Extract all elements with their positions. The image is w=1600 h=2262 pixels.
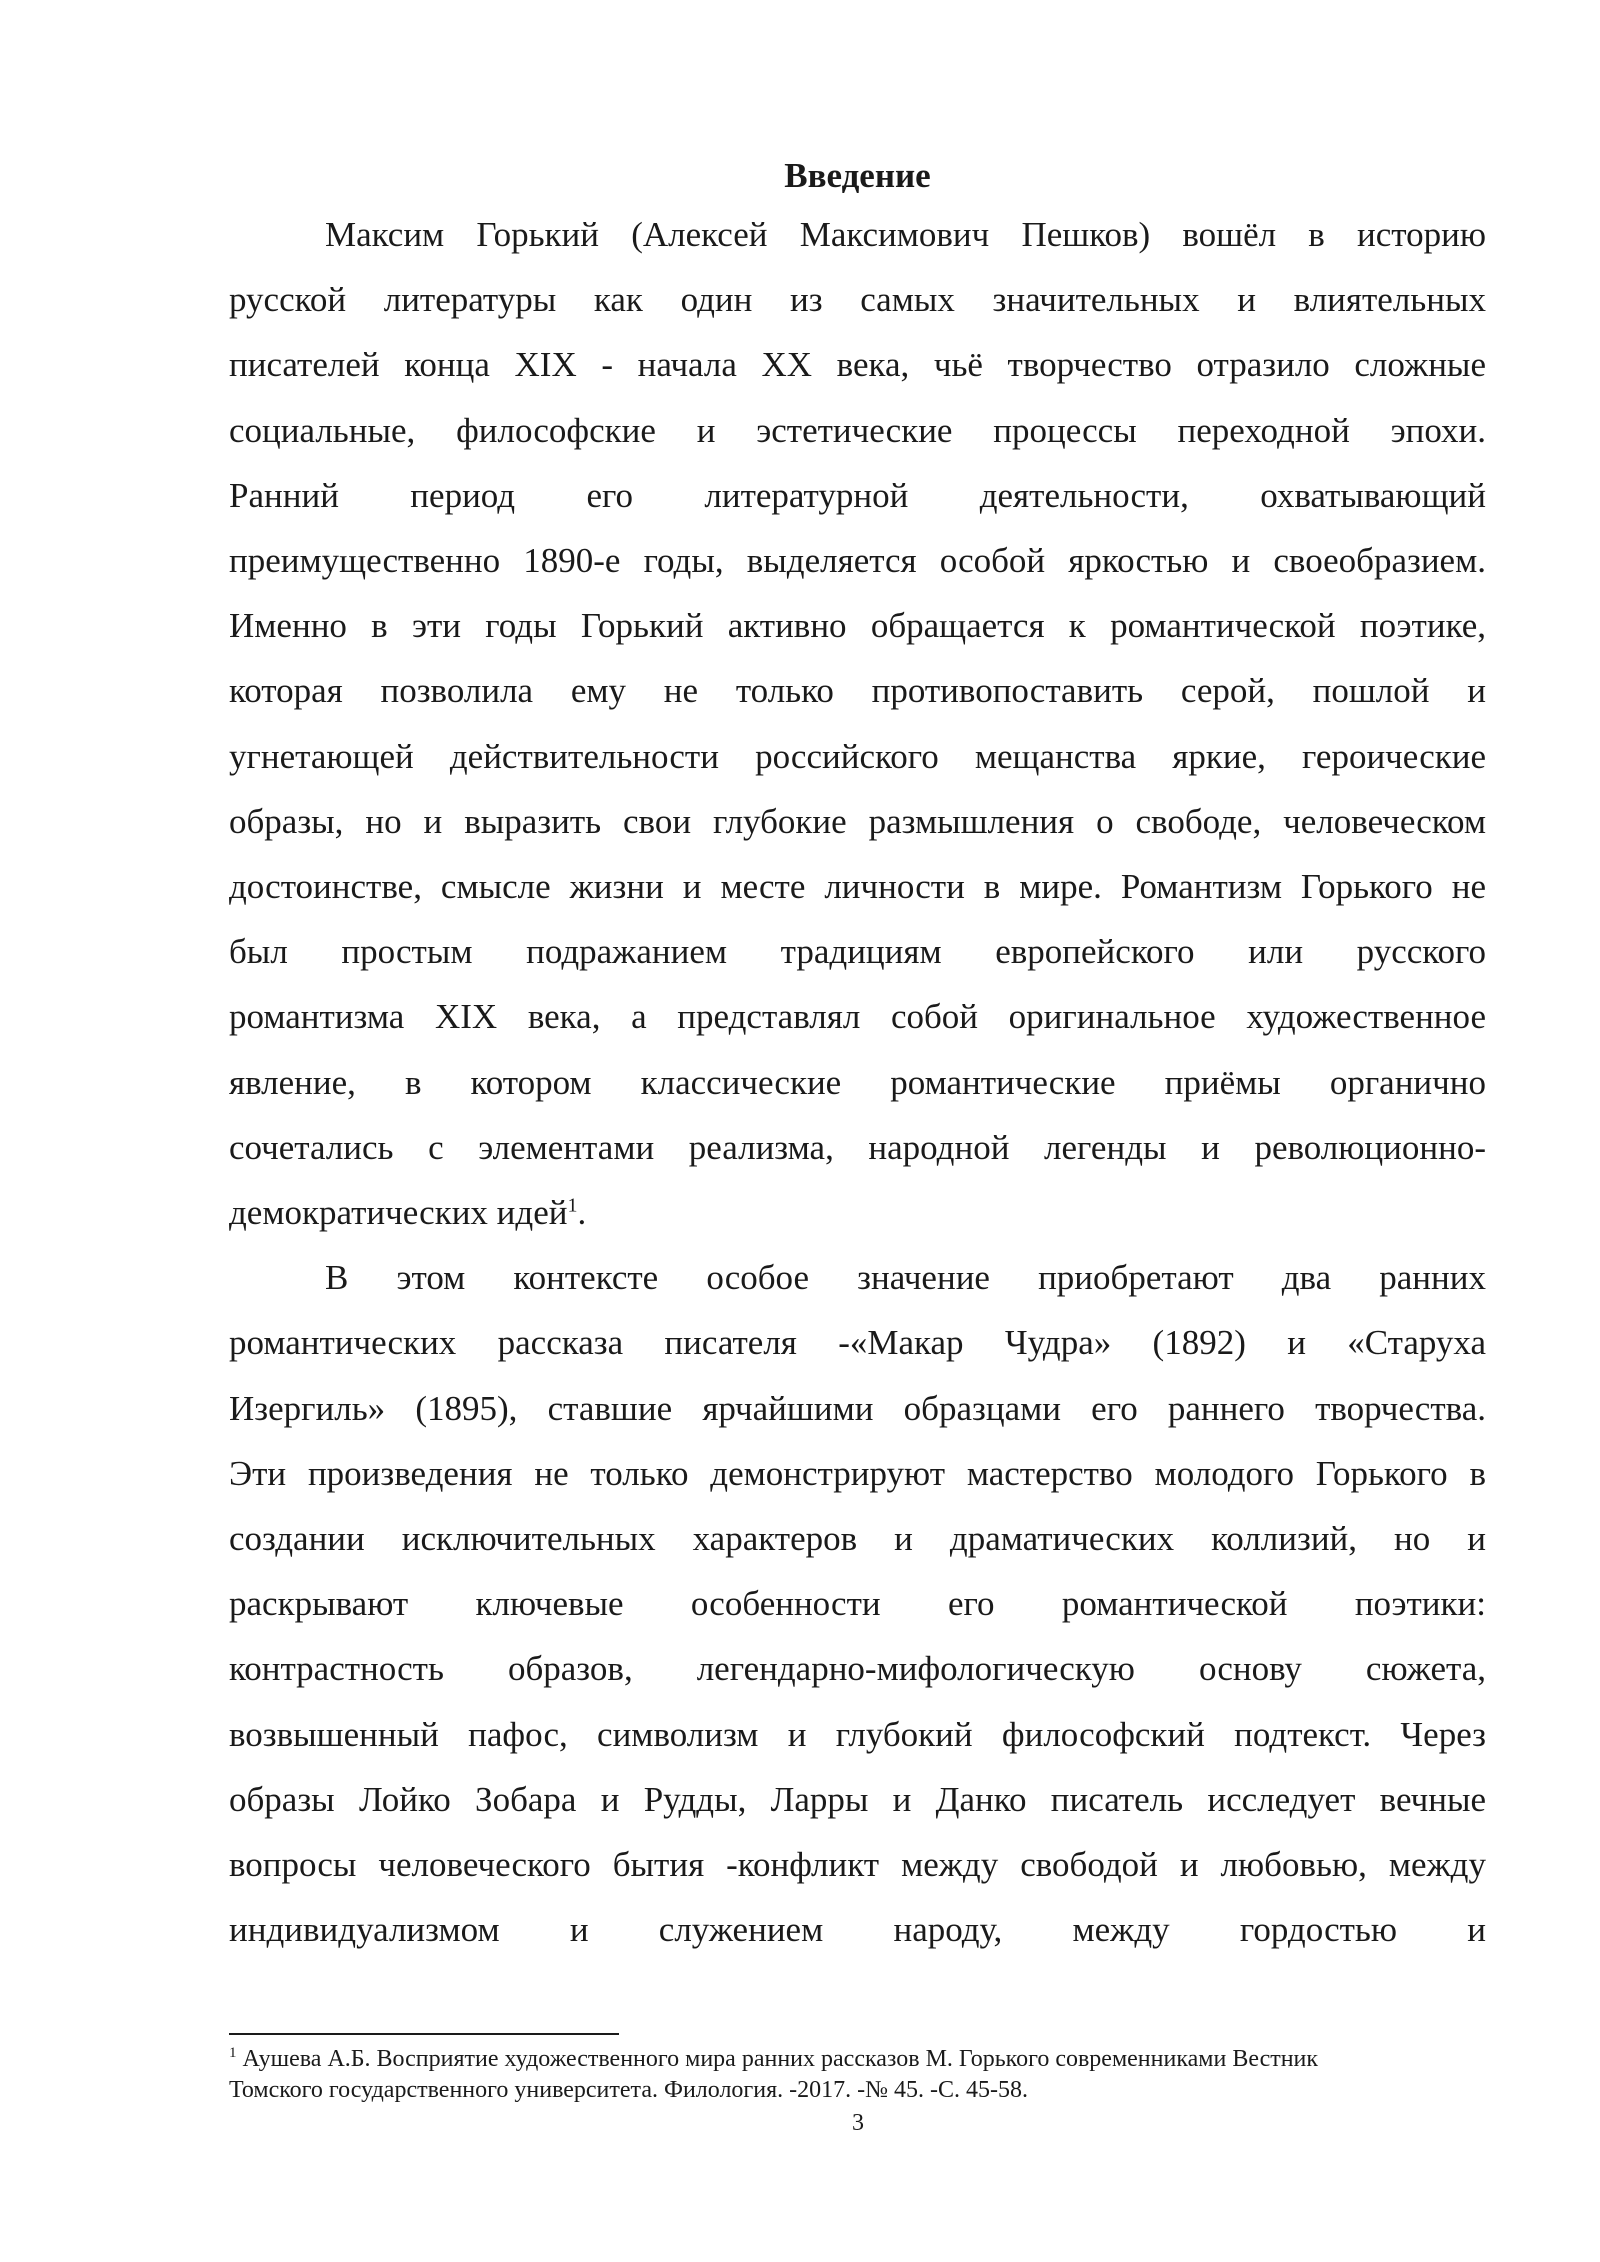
paragraph-line: В этом контексте особое значение приобретают два ранних: [325, 1258, 1486, 1298]
paragraph-line: Ранний период его литературной деятельности, охватывающий: [229, 475, 1486, 515]
paragraph-line: романтизма XIX века, а представлял собой оригинальное художественное: [229, 997, 1486, 1037]
paragraph-line: Максим Горький (Алексей Максимович Пешков) вошёл в историю: [325, 215, 1486, 254]
paragraph-end-punctuation: .: [577, 1193, 587, 1233]
paragraph-line: индивидуализмом и служением народу, между гордостью и: [229, 1910, 1486, 1950]
paragraph-line: романтических рассказа писателя -«Макар Чудра» (1892) и «Старуха: [229, 1323, 1486, 1363]
paragraph-line: образы, но и выразить свои глубокие размышления о свободе, человеческом: [229, 801, 1486, 841]
paragraph-1: [229, 202, 1486, 1245]
paragraph-line: вопросы человеческого бытия -конфликт между свободой и любовью, между: [229, 1845, 1486, 1885]
paragraph-line: преимущественно 1890-е годы, выделяется особой яркостью и своеобразием.: [229, 541, 1486, 581]
paragraph-line: контрастность образов, легендарно-мифологическую основу сюжета,: [229, 1649, 1486, 1689]
paragraph-line: раскрывают ключевые особенности его романтической поэтики:: [229, 1584, 1486, 1624]
paragraph-line: Изергиль» (1895), ставшие ярчайшими образцами его раннего творчества.: [229, 1388, 1486, 1428]
paragraph-line-last: [229, 1180, 1486, 1245]
section-title: Введение: [784, 156, 931, 195]
paragraph-line: образы Лойко Зобара и Рудды, Ларры и Данко писатель исследует вечные: [229, 1779, 1486, 1819]
footnote-reference[interactable]: 1: [567, 1194, 578, 1217]
paragraph-2: [229, 1245, 1486, 1962]
paragraph-line: явление, в котором классические романтические приёмы органично: [229, 1062, 1486, 1102]
footnote-mark: 1: [229, 2045, 237, 2061]
paragraph-line: которая позволила ему не только противопоставить серой, пошлой и: [229, 671, 1486, 711]
paragraph-line: писателей конца XIX - начала XX века, чьё творчество отразило сложные: [229, 345, 1486, 385]
paragraph-line: достоинстве, смысле жизни и месте личности в мире. Романтизм Горького не: [229, 867, 1486, 907]
paragraph-text: демократических идей: [229, 1193, 568, 1233]
paragraph-line: сочетались с элементами реализма, народной легенды и революционно-: [229, 1127, 1486, 1167]
paragraph-line: создании исключительных характеров и драматических коллизий, но и: [229, 1519, 1486, 1559]
page-body: [229, 150, 1486, 1962]
paragraph-line: угнетающей действительности российского мещанства яркие, героические: [229, 736, 1486, 776]
page-number: 3: [852, 2110, 864, 2136]
paragraph-line: Эти произведения не только демонстрируют мастерство молодого Горького в: [229, 1453, 1486, 1493]
paragraph-line: возвышенный пафос, символизм и глубокий философский подтекст. Через: [229, 1714, 1486, 1754]
paragraph-line: Именно в эти годы Горький активно обращается к романтической поэтике,: [229, 606, 1486, 646]
paragraph-line: русской литературы как один из самых значительных и влиятельных: [229, 280, 1486, 320]
footnote-text-line2: Томского государственного университета. Филология. -2017. -№ 45. -С. 45-58.: [229, 2077, 1029, 2103]
footnote-separator: [229, 2033, 619, 2035]
footnote-text-line1: Аушева А.Б. Восприятие художественного мира ранних рассказов М. Горького современниками Вестник: [236, 2046, 1319, 2072]
footnote: [229, 2044, 1486, 2106]
paragraph-line: был простым подражанием традициям европейского или русского: [229, 932, 1486, 972]
paragraph-line: социальные, философские и эстетические процессы переходной эпохи.: [229, 410, 1486, 450]
